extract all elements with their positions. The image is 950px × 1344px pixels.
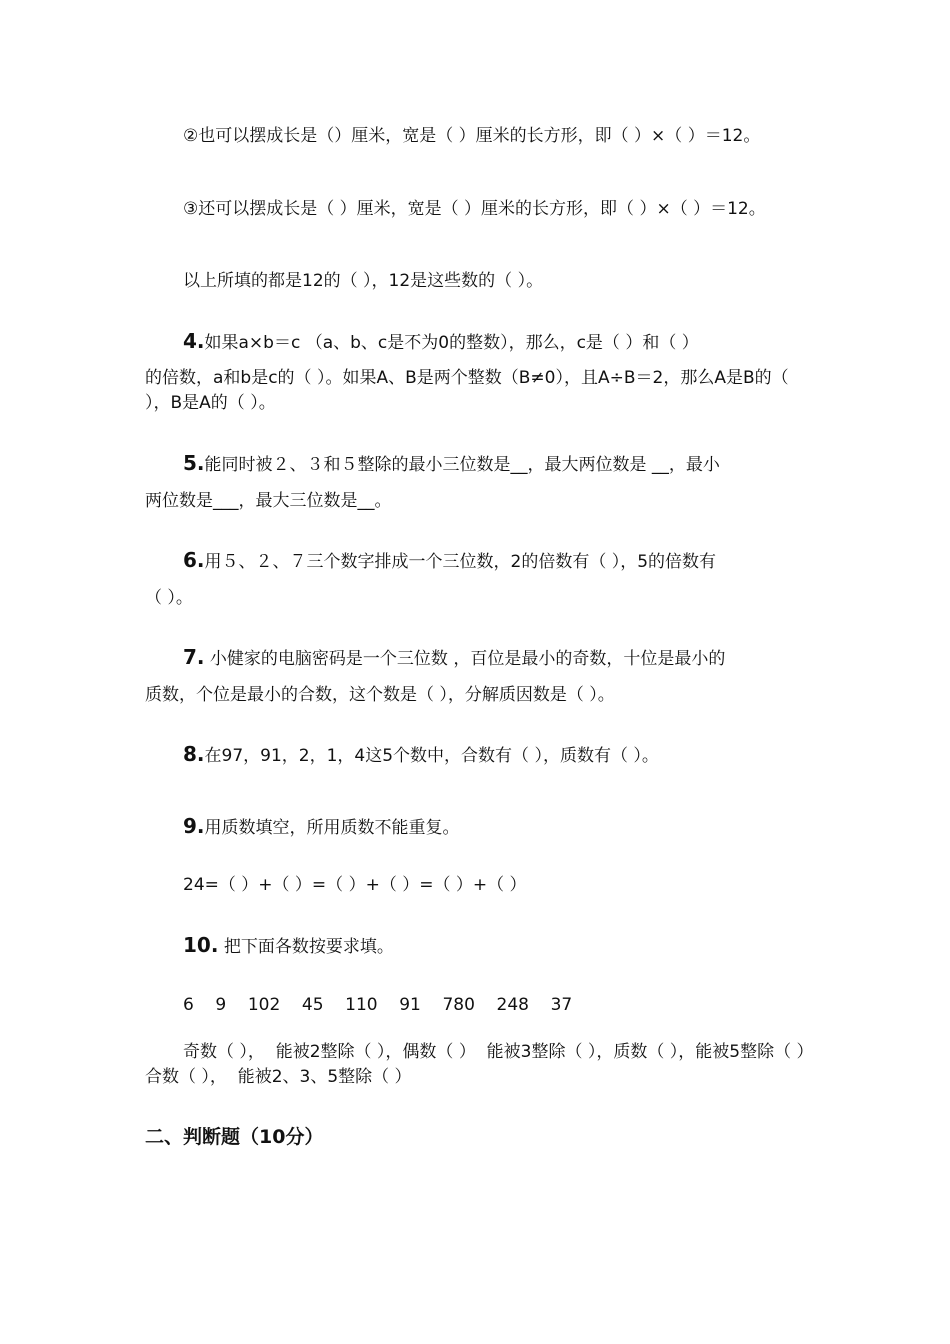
q7-number: 7. bbox=[183, 645, 205, 669]
q5-text-2: 两位数是___，最大三位数是__。 bbox=[145, 491, 392, 511]
q6-number: 6. bbox=[183, 548, 205, 572]
q9-number: 9. bbox=[183, 814, 205, 838]
q9-text: 用质数填空，所用质数不能重复。 bbox=[204, 818, 460, 838]
q10-line bbox=[183, 933, 394, 960]
q8-line bbox=[183, 742, 659, 769]
q10-categories: 奇数（ ）， 能被2整除（ ），偶数（ ） 能被3整除（ ），质数（ ），能被5整除（ ）合数（ ）， 能被2、3、5整除（ ） bbox=[145, 1042, 814, 1087]
q5-line-1 bbox=[183, 451, 720, 478]
q5-number: 5. bbox=[183, 451, 205, 475]
q6-line-1 bbox=[183, 548, 716, 575]
q9-equation: 24=（ ）+（ ）=（ ）+（ ）=（ ）+（ ） bbox=[183, 875, 527, 895]
section-2-heading: 二、判断题（10分） bbox=[145, 1126, 324, 1148]
q9-line bbox=[183, 814, 460, 841]
q3-summary: 以上所填的都是12的（ ），12是这些数的（ ）。 bbox=[183, 271, 544, 291]
q7-text-1: 小健家的电脑密码是一个三位数 ，百位是最小的奇数，十位是最小的 bbox=[204, 649, 726, 669]
q7-line-1 bbox=[183, 645, 725, 672]
q5-text-1: 能同时被２、３和５整除的最小三位数是__，最大两位数是 __，最小 bbox=[204, 455, 720, 475]
q7-text-2: 质数，个位是最小的合数，这个数是（ ），分解质因数是（ ）。 bbox=[145, 685, 615, 705]
q3-item-3: ③还可以摆成长是（ ）厘米，宽是（ ）厘米的长方形，即（ ）×（ ）＝12。 bbox=[183, 199, 766, 219]
q8-number: 8. bbox=[183, 742, 205, 766]
q4-text-1: 如果a×b＝c （a、b、c是不为0的整数），那么，c是（ ）和（ ） bbox=[204, 333, 699, 353]
q4-number: 4. bbox=[183, 329, 205, 353]
q6-text-1: 用５、２、７三个数字排成一个三位数，2的倍数有（ ），5的倍数有 bbox=[204, 552, 717, 572]
q8-text: 在97，91，2，1，4这5个数中，合数有（ ），质数有（ ）。 bbox=[204, 746, 659, 766]
q4-line-1 bbox=[183, 329, 699, 356]
q10-text: 把下面各数按要求填。 bbox=[218, 937, 394, 957]
q4-text-2: 的倍数，a和b是c的（ ）。如果A、B是两个整数（B≠0），且A÷B＝2，那么A是B的（ ），B是A的（ ）。 bbox=[145, 368, 795, 413]
q10-numbers: 6 9 102 45 110 91 780 248 37 bbox=[183, 995, 573, 1015]
q3-item-2: ②也可以摆成长是（）厘米，宽是（ ）厘米的长方形，即（ ）×（ ）＝12。 bbox=[183, 126, 761, 146]
q10-number: 10. bbox=[183, 933, 219, 957]
q6-text-2: （ ）。 bbox=[145, 588, 193, 608]
